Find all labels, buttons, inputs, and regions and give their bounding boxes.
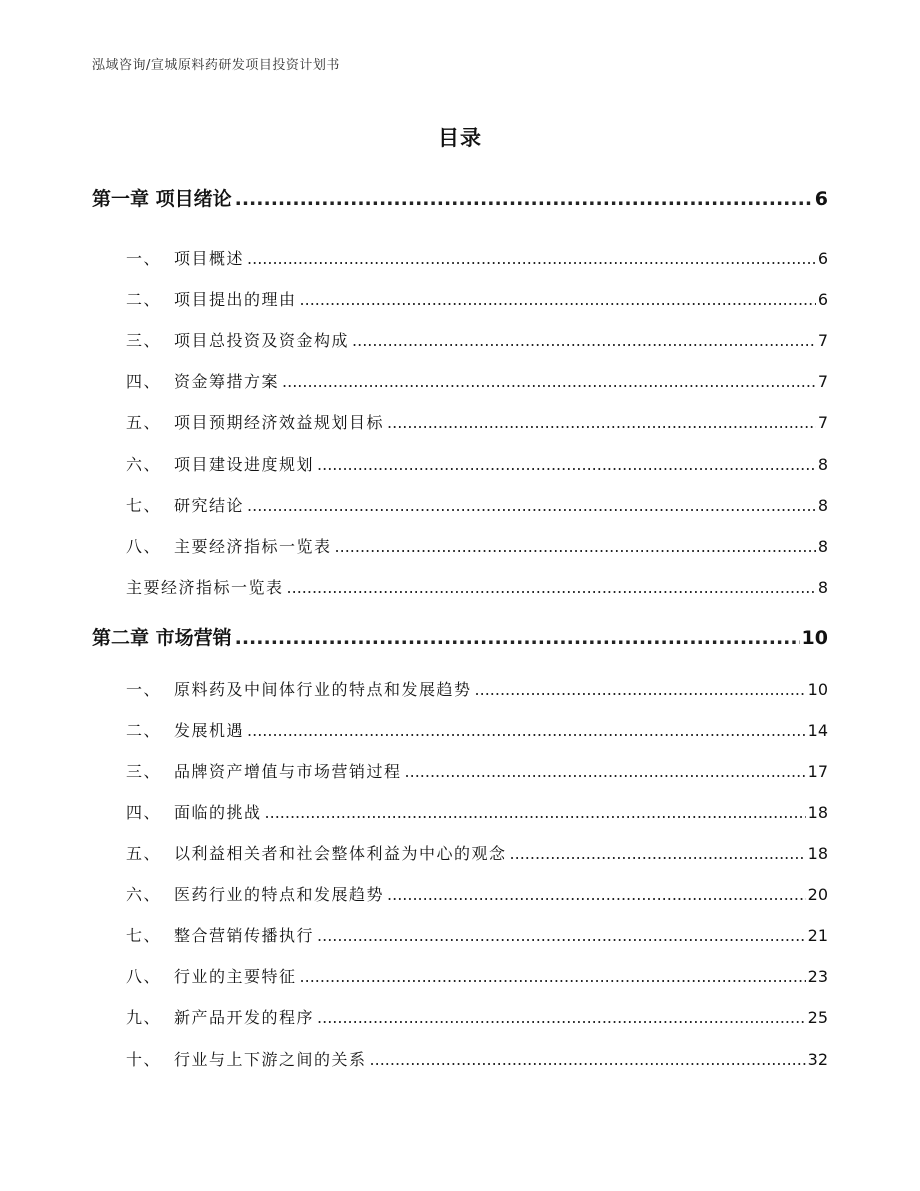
toc-entry-number: 七、 [126, 496, 162, 515]
dot-leader [405, 762, 806, 781]
toc-entry-number: 二、 [126, 290, 162, 309]
toc-entry-label [0, 1005, 314, 1028]
toc-page-number: 21 [807, 926, 828, 945]
toc-section-entry[interactable] [0, 1047, 828, 1070]
toc-entry-number: 九、 [126, 1008, 162, 1027]
dot-leader [265, 803, 806, 822]
running-header: 泓域咨询/宣城原料药研发项目投资计划书 [92, 58, 340, 73]
toc-entry-text: 项目提出的理由 [174, 290, 297, 309]
toc-section-entry[interactable] [0, 534, 828, 557]
toc-section-entry[interactable] [0, 246, 828, 269]
toc-section-entry[interactable] [0, 328, 828, 351]
toc-page-number: 32 [807, 1050, 828, 1069]
toc-page-number: 20 [807, 885, 828, 904]
toc-entry-text: 行业的主要特征 [174, 967, 297, 986]
toc-page-number: 7 [817, 372, 828, 391]
toc-section-entry[interactable] [0, 369, 828, 392]
toc-entry-text: 整合营销传播执行 [174, 926, 315, 945]
dot-leader [317, 455, 816, 474]
toc-entry-text: 新产品开发的程序 [174, 1008, 315, 1027]
dot-leader [300, 967, 806, 986]
toc-page-number: 6 [817, 249, 828, 268]
toc-entry-label [0, 1047, 367, 1070]
dot-leader [282, 372, 816, 391]
toc-entry-text: 原料药及中间体行业的特点和发展趋势 [174, 680, 472, 699]
toc-entry-label [0, 677, 472, 700]
toc-entry-number: 三、 [126, 762, 162, 781]
toc-title: 目录 [438, 126, 482, 150]
dot-leader [235, 627, 800, 649]
dot-leader [510, 844, 806, 863]
toc-page-number: 17 [807, 762, 828, 781]
toc-entry-number: 四、 [126, 803, 162, 822]
dot-leader [317, 1008, 806, 1027]
toc-entry-label [0, 964, 297, 987]
toc-entry-label [0, 623, 232, 650]
toc-entry-text: 主要经济指标一览表 [174, 537, 332, 556]
toc-entry-label [0, 369, 279, 392]
dot-leader [370, 1050, 806, 1069]
toc-entry-number: 二、 [126, 721, 162, 740]
toc-entry-text: 资金筹措方案 [174, 372, 280, 391]
toc-entry-number: 五、 [126, 413, 162, 432]
toc-page-number: 10 [801, 627, 828, 649]
toc-entry-number: 六、 [126, 455, 162, 474]
toc-page-number: 7 [817, 331, 828, 350]
dot-leader [335, 537, 816, 556]
toc-chapter-entry[interactable] [0, 184, 828, 211]
dot-leader [387, 885, 806, 904]
toc-page-number: 8 [817, 537, 828, 556]
toc-entry-number: 一、 [126, 249, 162, 268]
toc-entry-label [0, 287, 297, 310]
toc-entry-label [0, 759, 402, 782]
toc-page-number: 18 [807, 803, 828, 822]
toc-entry-label [0, 882, 384, 905]
toc-entry-label [0, 923, 314, 946]
toc-entry-label [0, 410, 384, 433]
toc-section-entry[interactable] [0, 575, 828, 598]
toc-page-number: 10 [807, 680, 828, 699]
toc-entry-number: 八、 [126, 967, 162, 986]
dot-leader [247, 721, 806, 740]
dot-leader [300, 290, 816, 309]
toc-page-number: 6 [817, 290, 828, 309]
toc-entry-label [0, 800, 262, 823]
toc-entry-text: 以利益相关者和社会整体利益为中心的观念 [174, 844, 507, 863]
toc-section-entry[interactable] [0, 1005, 828, 1028]
toc-entry-label [0, 575, 284, 598]
toc-section-entry[interactable] [0, 964, 828, 987]
toc-entry-label [0, 718, 244, 741]
toc-entry-text: 研究结论 [174, 496, 245, 515]
toc-entry-label [0, 534, 332, 557]
toc-section-entry[interactable] [0, 410, 828, 433]
toc-page-number: 7 [817, 413, 828, 432]
dot-leader [475, 680, 806, 699]
toc-entry-label [0, 328, 349, 351]
toc-entry-number: 八、 [126, 537, 162, 556]
toc-entry-text: 项目预期经济效益规划目标 [174, 413, 385, 432]
toc-page-number: 14 [807, 721, 828, 740]
toc-entry-number: 三、 [126, 331, 162, 350]
toc-entry-text: 行业与上下游之间的关系 [174, 1050, 367, 1069]
toc-entry-number: 四、 [126, 372, 162, 391]
toc-entry-number: 七、 [126, 926, 162, 945]
toc-section-entry[interactable] [0, 759, 828, 782]
toc-entry-number: 一、 [126, 680, 162, 699]
toc-entry-text: 面临的挑战 [174, 803, 262, 822]
toc-entry-text: 项目总投资及资金构成 [174, 331, 350, 350]
toc-entry-label [0, 841, 507, 864]
toc-section-entry[interactable] [0, 287, 828, 310]
toc-page-number: 8 [817, 496, 828, 515]
toc-section-entry[interactable] [0, 452, 828, 475]
toc-entry-number: 六、 [126, 885, 162, 904]
toc-section-entry[interactable] [0, 800, 828, 823]
toc-page-number: 23 [807, 967, 828, 986]
toc-entry-text: 项目建设进度规划 [174, 455, 315, 474]
toc-section-entry[interactable] [0, 493, 828, 516]
dot-leader [235, 188, 813, 210]
toc-section-entry[interactable] [0, 718, 828, 741]
toc-entry-text: 项目概述 [174, 249, 245, 268]
toc-page-number: 25 [807, 1008, 828, 1027]
toc-entry-text: 第一章 项目绪论 [92, 188, 232, 210]
toc-section-entry[interactable] [0, 923, 828, 946]
toc-entry-number: 五、 [126, 844, 162, 863]
toc-entry-text: 第二章 市场营销 [92, 627, 232, 649]
toc-page-number: 18 [807, 844, 828, 863]
toc-page-number: 8 [817, 578, 828, 597]
toc-page-number: 8 [817, 455, 828, 474]
dot-leader [387, 413, 816, 432]
toc-entry-label [0, 493, 244, 516]
toc-section-entry[interactable] [0, 841, 828, 864]
toc-entry-text: 品牌资产增值与市场营销过程 [174, 762, 402, 781]
dot-leader [352, 331, 816, 350]
toc-entry-text: 发展机遇 [174, 721, 245, 740]
toc-entry-text: 主要经济指标一览表 [126, 578, 284, 597]
dot-leader [247, 496, 816, 515]
toc-entry-label [0, 184, 232, 211]
toc-section-entry[interactable] [0, 677, 828, 700]
dot-leader [247, 249, 816, 268]
toc-entry-label [0, 246, 244, 269]
toc-chapter-entry[interactable] [0, 623, 828, 650]
toc-entry-text: 医药行业的特点和发展趋势 [174, 885, 385, 904]
toc-page-number: 6 [814, 188, 828, 210]
dot-leader [287, 578, 816, 597]
toc-entry-number: 十、 [126, 1050, 162, 1069]
toc-section-entry[interactable] [0, 882, 828, 905]
dot-leader [317, 926, 806, 945]
toc-entry-label [0, 452, 314, 475]
